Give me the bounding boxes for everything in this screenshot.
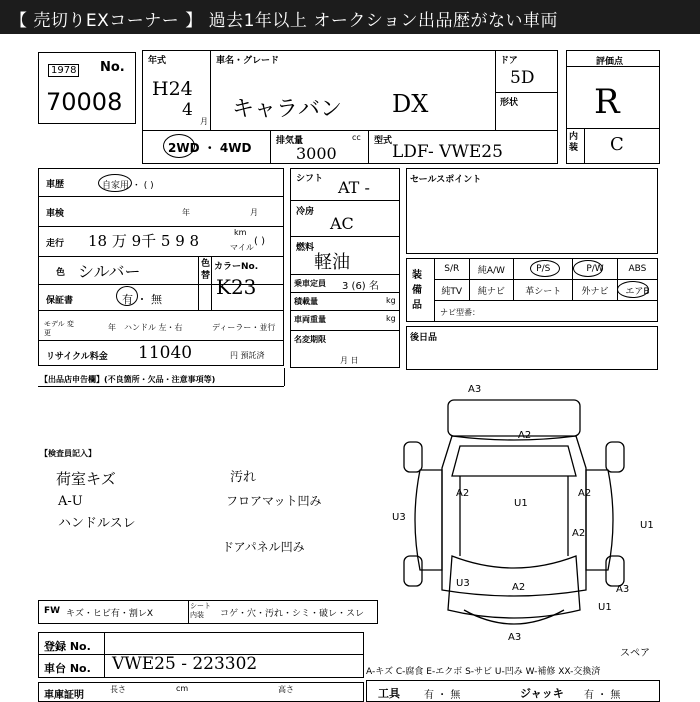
drive-text: 2WD ・ 4WD [168, 141, 252, 155]
spare-label: スペア [620, 648, 650, 659]
fuel-label: 燃料 [296, 243, 315, 253]
equip-airbag: エアB [617, 280, 657, 301]
diagram-mark: A2 [572, 528, 586, 539]
inspector-note-1: 荷室キズ [56, 470, 116, 488]
doors-label: ドア [500, 56, 518, 66]
fuel-value: 軽油 [314, 252, 350, 273]
airbag-circle [617, 281, 649, 298]
type-value: LDF- VWE25 [392, 142, 503, 162]
jack-label: ジャッキ [520, 687, 564, 700]
seat-label: シート内装 [190, 602, 211, 619]
inspection-month-unit: 月 [250, 208, 258, 217]
navi-model-label: ナビ型番： [440, 308, 480, 317]
header-title: 【 売切りEXコーナー 】 過去1年以上 オークション出品歴がない車両 [10, 11, 558, 31]
type-label: 型式 [374, 136, 393, 146]
mileage-value: 18 万 9千 5 9 8 [88, 232, 200, 250]
model-change-label: モデル 変更 [44, 320, 74, 337]
owner-change-unit: 月 日 [340, 356, 359, 365]
aircon-value: AC [330, 214, 354, 233]
aircon-label: 冷房 [296, 207, 315, 217]
equipment-label: 装備品 [412, 270, 422, 311]
diagram-mark: A3 [508, 632, 522, 643]
seat-text: コゲ・穴・汚れ・シミ・破レ・スレ [220, 609, 365, 619]
header-banner [0, 0, 700, 34]
equip-tv: 純TV [435, 280, 470, 301]
equip-abs: ABS [617, 259, 657, 280]
fw-label: FW [44, 606, 61, 616]
load-unit: kg [386, 296, 396, 305]
equip-ext-navi: 外ナビ [573, 280, 618, 301]
year-month-unit: 月 [200, 117, 208, 126]
mileage-unit-mile: マイル [230, 243, 254, 252]
displacement-label: 排気量 [276, 136, 304, 146]
equip-leather: 革シート [514, 280, 573, 301]
diagram-mark: U3 [456, 578, 470, 589]
warranty-label: 保証書 [46, 296, 74, 306]
inspector-label: 【検査員記入】 [40, 449, 96, 458]
equip-sr: S/R [435, 259, 470, 280]
year-month: 4 [182, 100, 193, 120]
recycle-label: リサイクル料金 [46, 352, 108, 362]
jack-value: 有 ・ 無 [584, 690, 621, 701]
shift-value: AT - [338, 178, 370, 197]
lot-number: 70008 [46, 88, 123, 116]
history-options: 自家用 ・ ( ) [102, 181, 154, 191]
ps-circle [530, 260, 560, 277]
rear-seat-label: 後日品 [410, 333, 438, 343]
garage-box [38, 682, 364, 702]
equip-ps: P/S [514, 259, 573, 280]
year-label: 年式 [148, 56, 167, 66]
car-damage-diagram [380, 380, 680, 640]
weight-unit: kg [386, 314, 396, 323]
capacity-label: 乗車定員 [294, 279, 326, 288]
garage-height: 高さ [278, 685, 294, 694]
displacement-value: 3000 [296, 144, 337, 163]
displacement-unit: cc [352, 133, 361, 142]
fw-text: キズ・ヒビ有・割レX [66, 609, 153, 619]
seller-notes-label: 【出品店申告欄】(不良箇所・欠品・注意事項等) [40, 375, 216, 384]
model-change-year: 年 [108, 323, 116, 332]
registration-label: 登録 No. [44, 640, 91, 653]
score-value: R [594, 82, 620, 122]
color-change-label: 色替 [201, 259, 211, 281]
color-no-label: カラーNo. [214, 262, 259, 272]
lot-year-tag: 1978 [48, 64, 79, 77]
diagram-mark: U1 [514, 498, 528, 509]
color-label: 色 [56, 268, 66, 278]
model-label: 車名・グレード [216, 56, 280, 66]
inspector-note-4: 汚れ [230, 470, 257, 485]
owner-change-label: 名変期限 [294, 335, 326, 344]
model-change-dealer: ディーラー・並行 [212, 323, 276, 332]
recycle-value: 11040 [138, 343, 193, 363]
diagram-mark: A3 [468, 384, 482, 395]
model-change-handle: ハンドル 左・右 [124, 323, 183, 332]
diagram-mark: U1 [598, 602, 612, 613]
inspector-note-3: ハンドルスレ [58, 516, 136, 531]
weight-label: 車両重量 [294, 315, 326, 324]
equip-alloy: 純A/W [469, 259, 514, 280]
shift-label: シフト [296, 174, 324, 184]
diagram-mark: A2 [578, 488, 592, 499]
history-label: 車歴 [46, 180, 65, 190]
mileage-note: ( ) [254, 236, 265, 247]
damage-legend: A-キズ C-腐食 E-エクボ S-サビ U-凹み W-補修 XX-交換済 [366, 667, 601, 677]
recycle-unit: 円 預託済 [230, 351, 265, 360]
model-name: キャラバン [232, 97, 343, 122]
tools-label: 工具 [378, 687, 400, 700]
color-value: シルバー [78, 262, 141, 281]
lot-no-label: No. [100, 60, 125, 75]
warranty-circle [116, 286, 138, 306]
sales-point-label: セールスポイント [410, 175, 482, 185]
interior-label: 内装 [569, 132, 579, 153]
equip-navi: 純ナビ [469, 280, 514, 301]
load-label: 積載量 [294, 297, 318, 306]
mileage-unit-km: km [234, 228, 247, 237]
diagram-mark: A2 [518, 430, 532, 441]
score-label: 評価点 [596, 57, 624, 67]
history-circle [98, 174, 132, 192]
diagram-mark: A2 [456, 488, 470, 499]
doors-value: 5D [510, 68, 535, 88]
equip-pw: P/W [573, 259, 618, 280]
garage-length: 長さ [110, 685, 126, 694]
diagram-mark: U3 [392, 512, 406, 523]
chassis-label: 車台 No. [44, 662, 91, 675]
drive-circle [163, 134, 195, 158]
year-era: H24 [152, 78, 193, 100]
mileage-label: 走行 [46, 239, 65, 249]
color-no: K23 [216, 275, 257, 299]
warranty-value: 有 ・ 無 [122, 293, 162, 306]
chassis-value: VWE25 - 223302 [112, 654, 258, 674]
diagram-mark: A2 [512, 582, 526, 593]
inspector-note-2: A-U [58, 494, 83, 509]
capacity-value: 3 (6) 名 [342, 281, 379, 292]
model-grade: DX [392, 90, 429, 118]
garage-label: 車庫証明 [44, 690, 84, 701]
tools-value: 有 ・ 無 [424, 690, 461, 701]
inspector-note-5: フロアマット凹み [226, 494, 322, 508]
inspection-label: 車検 [46, 209, 65, 219]
garage-unit: cm [176, 684, 189, 693]
rear-seat-box [406, 326, 658, 370]
inspector-note-6: ドアパネル凹み [222, 540, 305, 554]
pw-circle [573, 260, 603, 277]
body-label: 形状 [500, 98, 519, 108]
inspection-year-unit: 年 [182, 208, 190, 217]
diagram-mark: A3 [616, 584, 630, 595]
diagram-mark: U1 [640, 520, 654, 531]
interior-value: C [610, 134, 624, 155]
